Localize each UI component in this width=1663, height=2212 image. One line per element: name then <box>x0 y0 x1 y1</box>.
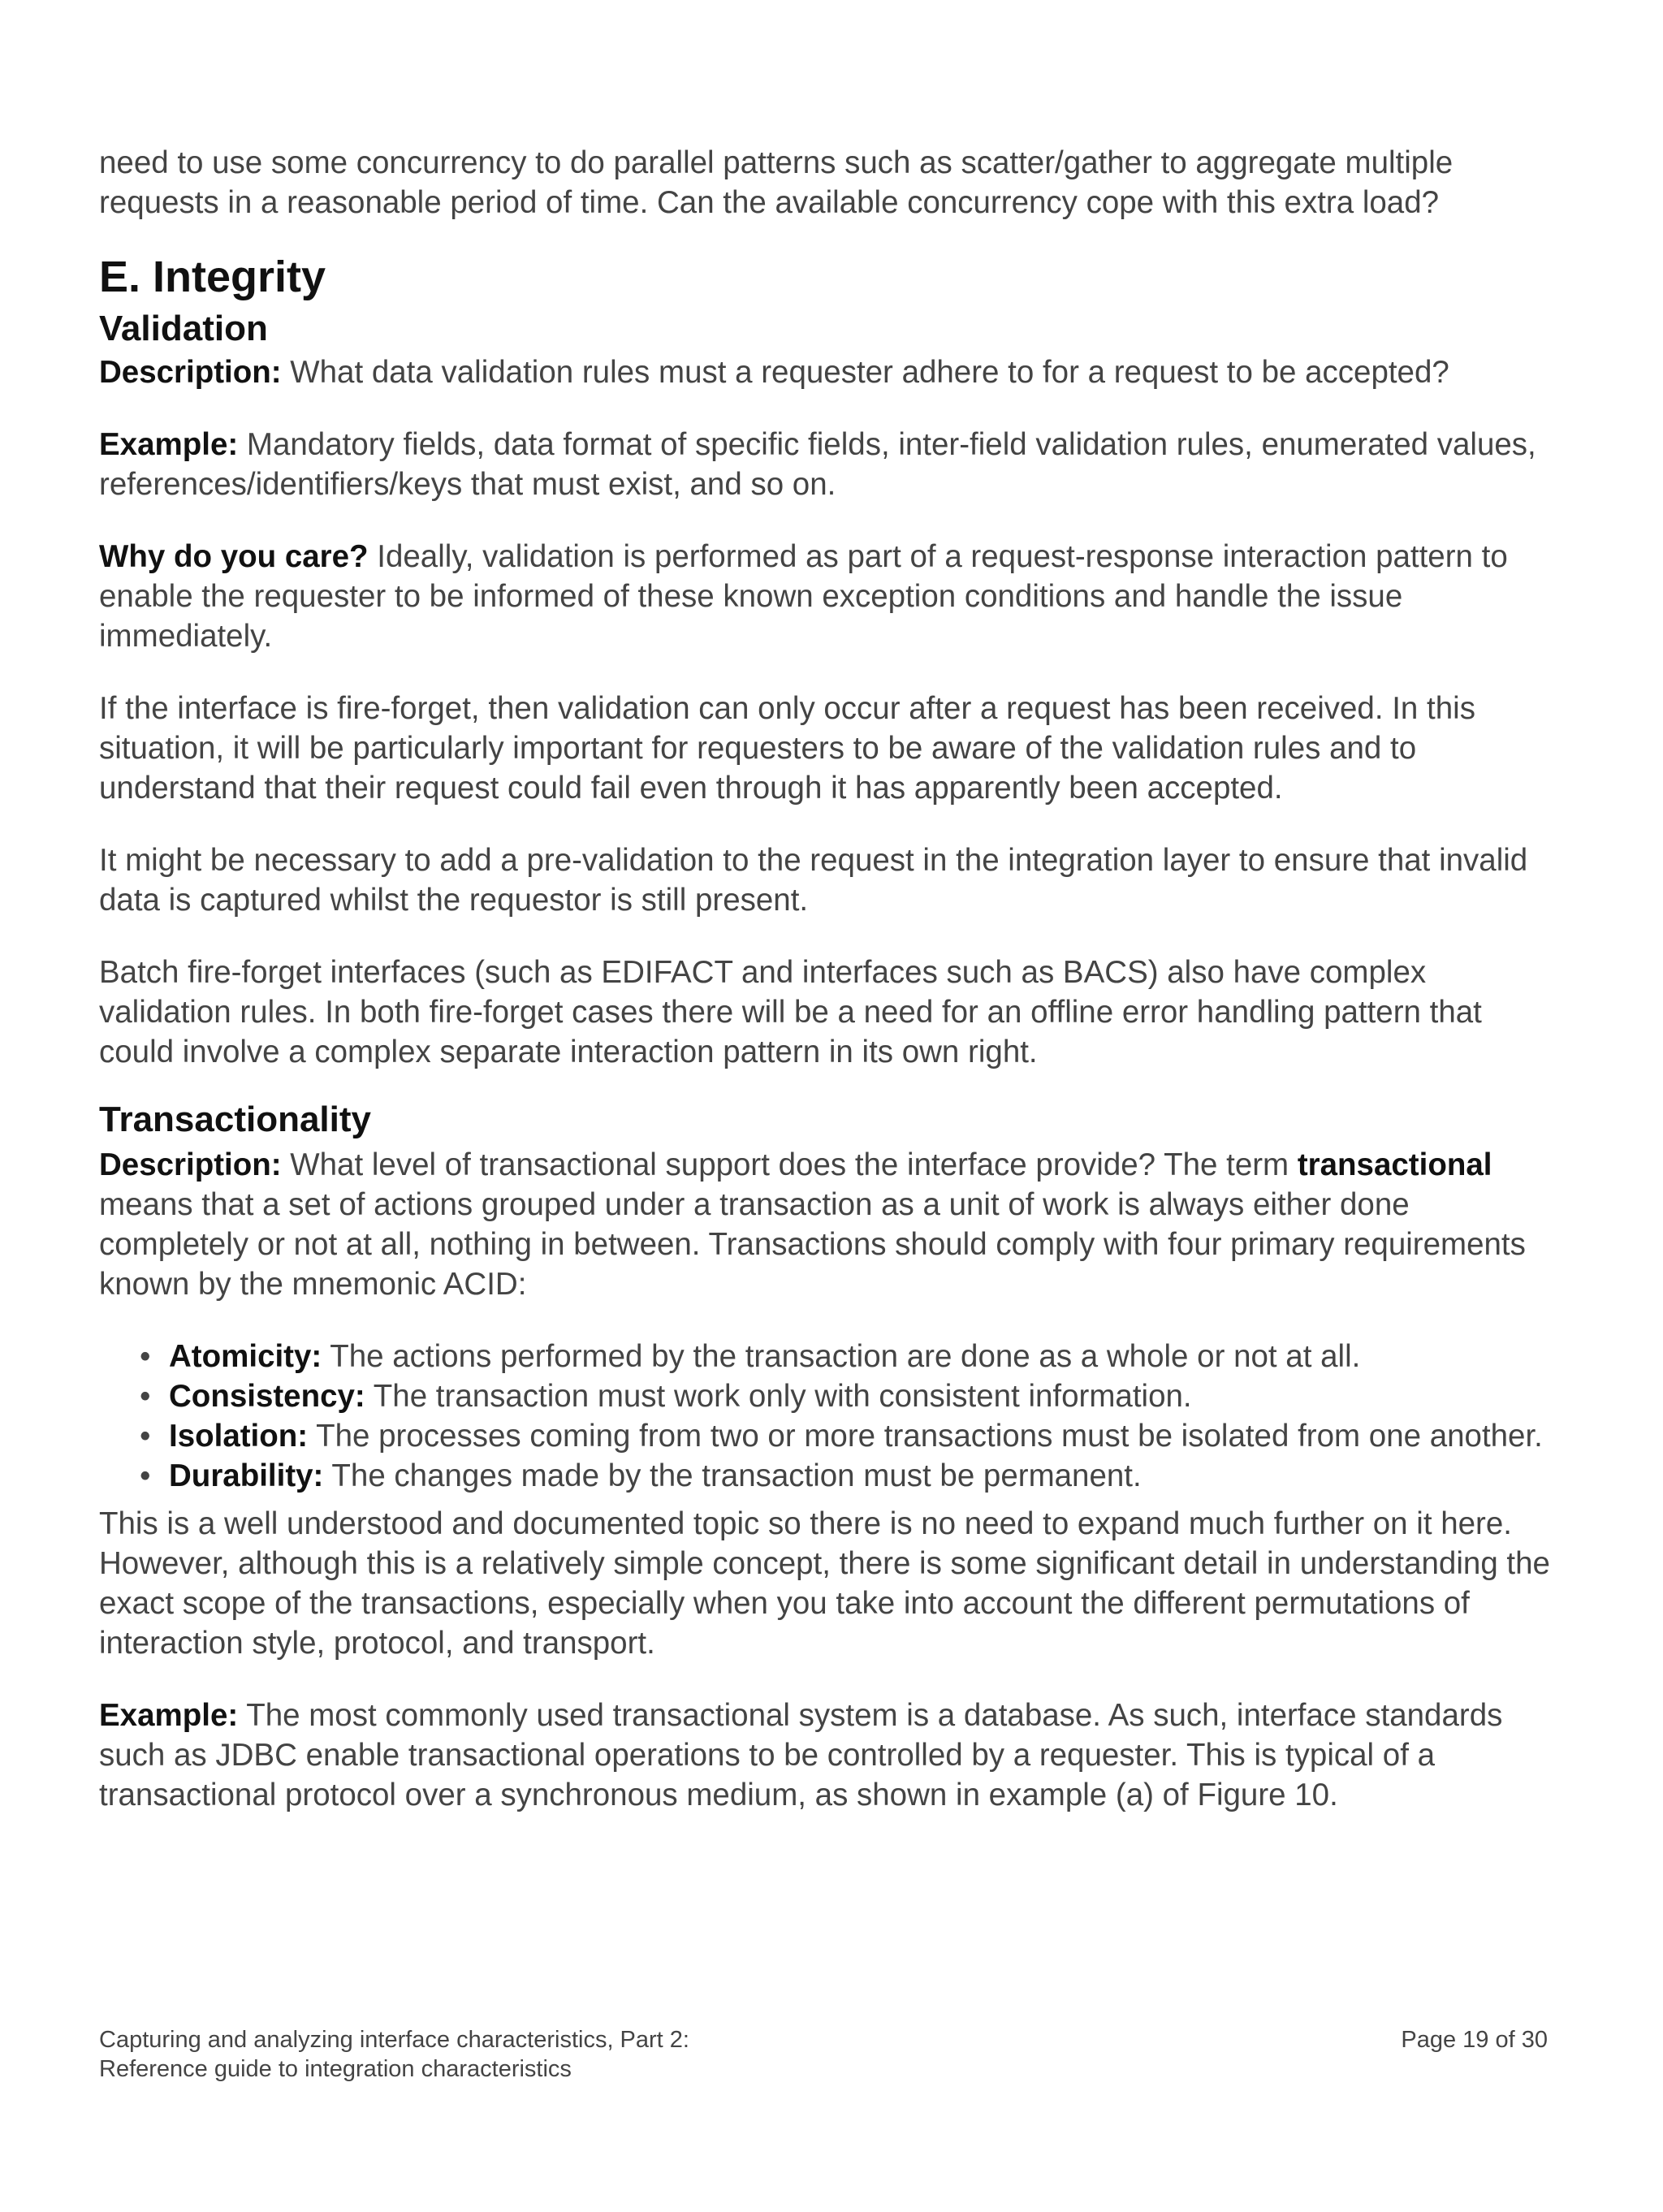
acid-term: Atomicity: <box>169 1339 322 1374</box>
acid-text: The processes coming from two or more transactions must be isolated from one another. <box>308 1419 1543 1454</box>
transactionality-heading: Transactionality <box>99 1100 372 1139</box>
transactional-term: transactional <box>1297 1147 1492 1182</box>
acid-term: Isolation: <box>169 1419 309 1454</box>
section-heading: E. Integrity <box>99 253 326 301</box>
bullet-icon: • <box>140 1339 151 1374</box>
list-item-atomicity <box>99 1337 1561 1376</box>
footer-document-title <box>99 2025 689 2084</box>
footer-title-line-2: Reference guide to integration characteristics <box>99 2056 572 2082</box>
validation-example <box>99 425 1561 504</box>
intro-continuation-paragraph: need to use some concurrency to do parallel patterns such as scatter/gather to aggregate multiple requests in a reasonable period of time. Can the available concurrency cope with this extra load? <box>99 145 1454 220</box>
footer-title-line-1: Capturing and analyzing interface characteristics, Part 2: <box>99 2027 689 2053</box>
acid-list <box>99 1337 1561 1496</box>
acid-text: The transaction must work only with consistent information. <box>365 1379 1192 1414</box>
pre-validation-paragraph: It might be necessary to add a pre-validation to the request in the integration layer to ensure that invalid data is captured whilst the requestor is still present. <box>99 843 1528 918</box>
validation-why-care <box>99 537 1561 656</box>
bullet-icon: • <box>140 1379 151 1414</box>
batch-paragraph: Batch fire-forget interfaces (such as EDIFACT and interfaces such as BACS) also have complex validation rules. In both fire-forget cases there will be a need for an offline error handling pattern that could involve a complex separate interaction pattern in its own right. <box>99 955 1482 1069</box>
bullet-icon: • <box>140 1419 151 1454</box>
transactionality-example <box>99 1696 1561 1815</box>
why-care-text: Ideally, validation is performed as part of a request-response interaction pattern to enable the requester to be informed of these known exception conditions and handle the issue immediately. <box>99 539 1508 654</box>
transactionality-description <box>99 1145 1561 1304</box>
description-text-part-1: What level of transactional support does the interface provide? The term <box>281 1147 1298 1182</box>
bullet-icon: • <box>140 1458 151 1493</box>
document-page <box>99 143 1561 1815</box>
example-text: Mandatory fields, data format of specific fields, inter-field validation rules, enumerated values, references/identifiers/keys that must exist, and so on. <box>99 427 1536 502</box>
why-care-label: Why do you care? <box>99 539 369 574</box>
description-label: Description: <box>99 1147 282 1182</box>
description-text-part-2: means that a set of actions grouped under a transaction as a unit of work is always either done completely or not at all, nothing in between. Transactions should comply with four primary requirements known by the mnemonic ACID: <box>99 1187 1526 1302</box>
footer-page-number: Page 19 of 30 <box>1401 2027 1548 2053</box>
acid-text: The actions performed by the transaction are done as a whole or not at all. <box>322 1339 1361 1374</box>
acid-text: The changes made by the transaction must be permanent. <box>323 1458 1142 1493</box>
example-text: The most commonly used transactional system is a database. As such, interface standards such as JDBC enable transactional operations to be controlled by a requester. This is typical of a transactional protocol over a synchronous medium, as shown in example (a) of Figure 10. <box>99 1698 1503 1812</box>
list-item-isolation <box>99 1416 1561 1456</box>
fire-forget-paragraph: If the interface is fire-forget, then validation can only occur after a request has been received. In this situation, it will be particularly important for requesters to be aware of the validation rules and to understand that their request could fail even through it has apparently been accepted. <box>99 691 1475 806</box>
description-text: What data validation rules must a requester adhere to for a request to be accepted? <box>281 355 1449 390</box>
acid-term: Consistency: <box>169 1379 365 1414</box>
acid-term: Durability: <box>169 1458 324 1493</box>
description-label: Description: <box>99 355 282 390</box>
list-item-durability <box>99 1456 1561 1496</box>
validation-description <box>99 352 1561 392</box>
example-label: Example: <box>99 1698 239 1733</box>
list-item-consistency <box>99 1376 1561 1416</box>
validation-heading: Validation <box>99 309 268 348</box>
example-label: Example: <box>99 427 239 462</box>
well-understood-paragraph: This is a well understood and documented topic so there is no need to expand much further on it here. However, although this is a relatively simple concept, there is some significant detail in understanding the exact scope of the transactions, especially when you take into account the different permutations of interaction style, protocol, and transport. <box>99 1506 1550 1661</box>
